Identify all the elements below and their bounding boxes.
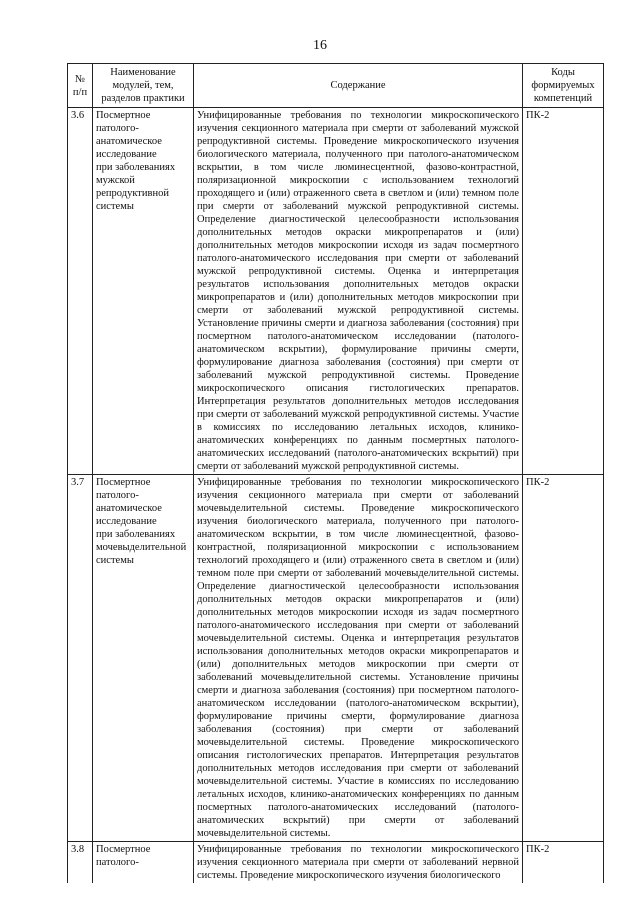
header-content: Содержание xyxy=(194,64,523,108)
table-row xyxy=(68,108,604,475)
row-codes: ПК-2 xyxy=(523,475,604,842)
page-number: 16 xyxy=(313,38,327,53)
table-header-row xyxy=(68,64,604,108)
row-content: Унифицированные требования по технологии микроскопического изучения секционного материала при смерти от заболеваний мужской репродуктивной системы. Проведение микроскопического изучения биологического материала, полученного при патолого-анатомическом вскрытии, в том числе люминесцентной, фазово-контрастной, поляризационной микроскопии с использованием технологий проходящего и (или) отраженного света в светлом и (или) темном поле при смерти от заболеваний мужской репродуктивной системы. Определение диагностической целесообразности использования дополнительных методов окраски микропрепаратов и (или) дополнительных методов микроскопии исходя из задач посмертного патолого-анатомического исследования при смерти от заболеваний мужской репродуктивной системы. Оценка и интерпретация результатов использования дополнительных методов окраски микропрепаратов и (или) дополнительных методов микроскопии при смерти от заболеваний мужской репродуктивной системы. Установление причины смерти и диагноза заболевания (состояния) при посмертном патолого-анатомическом исследовании (патолого-анатомическом вскрытии), формулирование причины смерти, формулирование диагноза заболевания (состояния) при смерти от заболеваний мужской репродуктивной системы. Проведение микроскопического описания гистологических препаратов. Интерпретация результатов дополнительных методов исследования при смерти от заболеваний мужской репродуктивной системы. Участие в комиссиях по исследованию летальных исходов, клинико-анатомических конференциях по данным посмертных патолого-анатомических исследований (патолого-анатомических вскрытий) при смерти от заболеваний мужской репродуктивной системы. xyxy=(194,108,523,475)
header-codes: Коды формируемых компетенций xyxy=(523,64,604,108)
row-name: Посмертное патолого- анатомическое исследование при заболеваниях мужской репродуктивной системы xyxy=(93,108,194,475)
row-number: 3.7 xyxy=(68,475,93,842)
table-row xyxy=(68,842,604,884)
row-number: 3.8 xyxy=(68,842,93,884)
curriculum-table xyxy=(67,63,604,883)
row-content: Унифицированные требования по технологии микроскопического изучения секционного материала при смерти от заболеваний нервной системы. Проведение микроскопического изучения биологического xyxy=(194,842,523,884)
row-content: Унифицированные требования по технологии микроскопического изучения секционного материала при смерти от заболеваний мочевыделительной системы. Проведение микроскопического изучения биологического материала, полученного при патолого-анатомическом вскрытии, в том числе люминесцентной, фазово-контрастной, поляризационной микроскопии с использованием технологий проходящего и (или) отраженного света в светлом и (или) темном поле при смерти от заболеваний мочевыделительной системы. Определение диагностической целесообразности использования дополнительных методов окраски микропрепаратов и (или) дополнительных методов микроскопии исходя из задач посмертного патолого-анатомического исследования при смерти от заболеваний мочевыделительной системы. Оценка и интерпретация результатов использования дополнительных методов окраски микропрепаратов и (или) дополнительных методов микроскопии при смерти от заболеваний мочевыделительной системы. Установление причины смерти и диагноза заболевания (состояния) при посмертном патолого-анатомическом исследовании (патолого-анатомическом вскрытии), формулирование причины смерти, формулирование диагноза заболевания (состояния) при смерти от заболеваний мочевыделительной системы. Проведение микроскопического описания гистологических препаратов. Интерпретация результатов дополнительных методов исследования при смерти от заболеваний мочевыделительной системы. Участие в комиссиях по исследованию летальных исходов, клинико-анатомических конференциях по данным посмертных патолого-анатомических исследований (патолого-анатомических вскрытий) при смерти от заболеваний мочевыделительной системы. xyxy=(194,475,523,842)
row-codes: ПК-2 xyxy=(523,842,604,884)
row-codes: ПК-2 xyxy=(523,108,604,475)
header-number: № п/п xyxy=(68,64,93,108)
row-name: Посмертное патолого- xyxy=(93,842,194,884)
table-row xyxy=(68,475,604,842)
header-name: Наименование модулей, тем, разделов практики xyxy=(93,64,194,108)
row-number: 3.6 xyxy=(68,108,93,475)
row-name: Посмертное патолого- анатомическое исследование при заболеваниях мочевыделительной системы xyxy=(93,475,194,842)
